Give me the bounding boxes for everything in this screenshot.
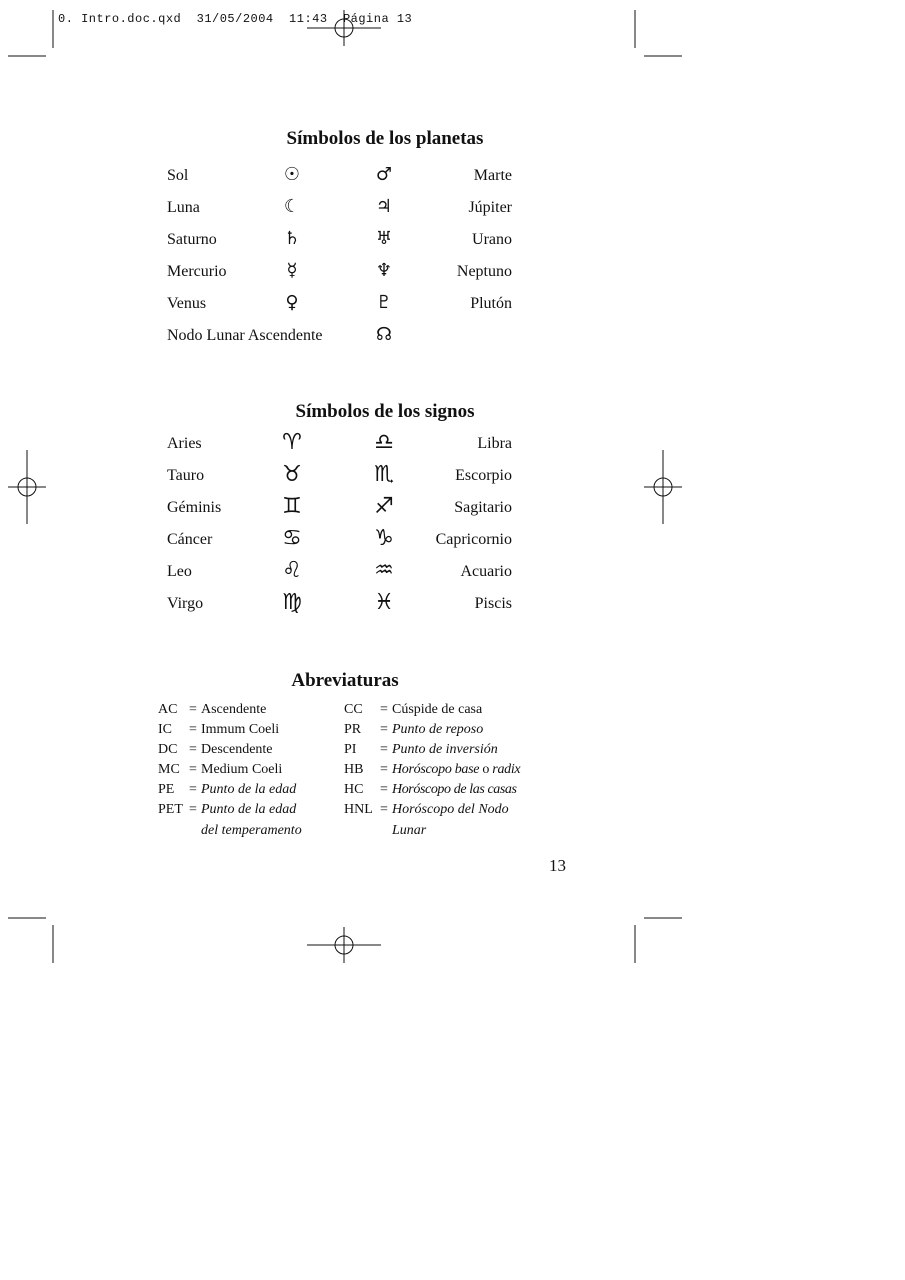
planet-name-right: Júpiter bbox=[468, 199, 512, 216]
planet-name-right: Neptuno bbox=[456, 263, 512, 280]
equals-sign: = bbox=[189, 762, 197, 777]
equals-sign: = bbox=[380, 742, 388, 757]
planet-name-left: Mercurio bbox=[167, 263, 227, 280]
abbreviation-definition: Horóscopo de las casas bbox=[392, 782, 517, 797]
scorpio-symbol-icon: ♏ bbox=[374, 462, 394, 487]
sign-name-right: Sagitario bbox=[454, 499, 512, 516]
planet-name-left: Venus bbox=[167, 295, 207, 312]
equals-sign: = bbox=[189, 722, 197, 737]
abbreviation-code: PET bbox=[158, 802, 183, 817]
mars-symbol-icon: ♂ bbox=[375, 164, 393, 185]
abbreviation-definition: Punto de inversión bbox=[392, 742, 498, 757]
abbreviation-code: MC bbox=[158, 762, 180, 777]
abbreviation-definition: Cúspide de casa bbox=[392, 702, 483, 717]
abbreviation-code: HB bbox=[344, 762, 364, 777]
equals-sign: = bbox=[380, 802, 388, 817]
equals-sign: = bbox=[380, 722, 388, 737]
abbreviation-definition: Punto de la edad bbox=[201, 802, 297, 817]
abbreviation-code: HC bbox=[344, 782, 364, 797]
abbreviation-code: PR bbox=[344, 722, 362, 737]
capricorn-symbol-icon: ♑ bbox=[374, 526, 394, 551]
abbreviation-code: AC bbox=[158, 702, 178, 717]
planet-name-left: Saturno bbox=[167, 231, 217, 248]
leo-symbol-icon: ♌ bbox=[282, 558, 302, 583]
sign-name-right: Piscis bbox=[474, 595, 512, 612]
sun-symbol-icon: ☉ bbox=[283, 164, 301, 185]
file-slug: 0. Intro.doc.qxd 31/05/2004 11:43 Página 13 bbox=[58, 12, 413, 26]
lunar-node-symbol-icon: ☊ bbox=[376, 324, 392, 345]
planet-name-right: Plutón bbox=[470, 295, 512, 312]
equals-sign: = bbox=[380, 762, 388, 777]
equals-sign: = bbox=[189, 742, 197, 757]
lunar-node-label: Nodo Lunar Ascendente bbox=[167, 327, 323, 344]
sign-name-left: Tauro bbox=[167, 467, 205, 484]
sagittarius-symbol-icon: ♐ bbox=[374, 494, 394, 519]
aries-symbol-icon: ♈ bbox=[282, 430, 302, 455]
planets-heading: Símbolos de los planetas bbox=[286, 128, 484, 149]
sign-name-left: Leo bbox=[167, 563, 192, 580]
pluto-symbol-icon: ♇ bbox=[375, 292, 393, 313]
equals-sign: = bbox=[380, 702, 388, 717]
taurus-symbol-icon: ♉ bbox=[282, 462, 302, 487]
abbreviation-code: IC bbox=[158, 722, 172, 737]
abbreviation-code: CC bbox=[344, 702, 363, 717]
sign-name-right: Acuario bbox=[460, 563, 512, 580]
abbreviation-definition: Horóscopo del Nodo bbox=[392, 802, 509, 817]
abbreviation-definition bbox=[392, 761, 520, 779]
abbreviation-definition: Immum Coeli bbox=[201, 722, 280, 737]
abbreviation-definition-continuation: del temperamento bbox=[201, 823, 302, 838]
mercury-symbol-icon: ☿ bbox=[286, 260, 298, 281]
gemini-symbol-icon: ♊ bbox=[282, 494, 302, 519]
planet-name-right: Marte bbox=[473, 167, 512, 184]
abbreviations-heading: Abreviaturas bbox=[291, 670, 399, 691]
planet-name-left: Sol bbox=[167, 167, 189, 184]
cancer-symbol-icon: ♋ bbox=[282, 526, 302, 551]
libra-symbol-icon: ♎ bbox=[374, 430, 394, 455]
uranus-symbol-icon: ♅ bbox=[375, 228, 393, 249]
abbreviation-definition: Punto de la edad bbox=[201, 782, 297, 797]
abbreviation-code: HNL bbox=[344, 802, 373, 817]
abbreviation-definition-part: Horóscopo base bbox=[392, 762, 480, 777]
abbreviation-definition-part: radix bbox=[492, 762, 521, 777]
abbreviation-definition: Medium Coeli bbox=[201, 762, 283, 777]
sign-name-left: Cáncer bbox=[167, 531, 213, 548]
sign-name-right: Capricornio bbox=[435, 531, 512, 548]
page-number: 13 bbox=[549, 856, 566, 875]
pisces-symbol-icon: ♓ bbox=[374, 590, 394, 615]
virgo-symbol-icon: ♍ bbox=[282, 590, 302, 615]
saturn-symbol-icon: ♄ bbox=[283, 228, 301, 249]
abbreviation-definition: Ascendente bbox=[201, 702, 267, 717]
abbreviation-code: DC bbox=[158, 742, 178, 757]
abbreviation-code: PI bbox=[344, 742, 357, 757]
aquarius-symbol-icon: ♒ bbox=[374, 558, 394, 583]
sign-name-left: Géminis bbox=[167, 499, 222, 516]
sign-name-left: Virgo bbox=[167, 595, 204, 612]
venus-symbol-icon: ♀ bbox=[285, 292, 299, 313]
jupiter-symbol-icon: ♃ bbox=[375, 196, 393, 217]
sign-name-right: Libra bbox=[477, 435, 512, 452]
planet-name-left: Luna bbox=[167, 199, 200, 216]
abbreviation-code: PE bbox=[158, 782, 175, 797]
equals-sign: = bbox=[189, 802, 197, 817]
abbreviation-definition-part: o bbox=[479, 762, 493, 777]
abbreviation-definition-continuation: Lunar bbox=[392, 823, 427, 838]
neptune-symbol-icon: ♆ bbox=[375, 260, 393, 281]
planet-name-right: Urano bbox=[472, 231, 512, 248]
sign-name-right: Escorpio bbox=[455, 467, 512, 484]
equals-sign: = bbox=[380, 782, 388, 797]
abbreviation-definition: Descendente bbox=[201, 742, 273, 757]
sign-name-left: Aries bbox=[167, 435, 202, 452]
signs-heading: Símbolos de los signos bbox=[295, 401, 475, 422]
equals-sign: = bbox=[189, 702, 197, 717]
equals-sign: = bbox=[189, 782, 197, 797]
abbreviation-definition: Punto de reposo bbox=[392, 722, 484, 737]
moon-symbol-icon: ☾ bbox=[283, 196, 301, 217]
